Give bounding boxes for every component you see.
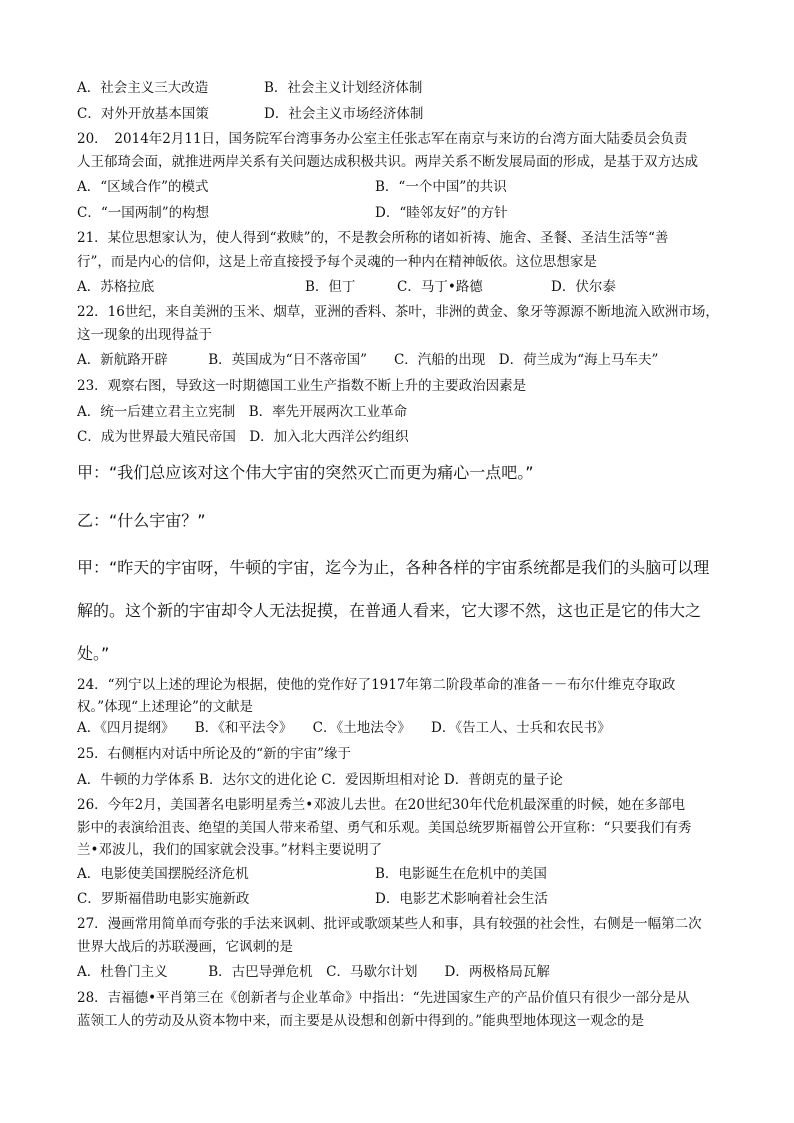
dialogue-line-2: 乙：“什么宇宙？” bbox=[77, 511, 206, 530]
q19-option-c: C．对外开放基本国策 bbox=[77, 106, 209, 122]
q23-options-ab: A．统一后建立君主立宪制 B．率先开展两次工业革命 bbox=[77, 404, 408, 420]
q19-option-row-2 bbox=[77, 106, 424, 122]
q24-options: A．《四月提纲》 B．《和平法令》 C．《土地法令》 D．《告工人、士兵和农民书》 bbox=[77, 720, 611, 736]
dialogue-line-3: 甲：“昨天的宇宙呀，牛顿的宇宙，迄今为止，各种各样的宇宙系统都是我们的头脑可以理 bbox=[77, 558, 710, 577]
q28-stem-line-1: 28．吉福德•平肖第三在《创新者与企业革命》中指出：“先进国家生产的产品价值只有很少一部分是从 bbox=[77, 990, 690, 1006]
q21-option-row bbox=[77, 279, 616, 295]
q26-stem-line-2: 影中的表演给沮丧、绝望的美国人带来希望、勇气和乐观。美国总统罗斯福曾公开宣称：“只要我们有秀 bbox=[77, 820, 692, 836]
dialogue-line-5: 处。” bbox=[77, 644, 110, 663]
q24-stem-line-1: 24．“列宁以上述的理论为根据，使他的党作好了1917年第二阶段革命的准备－－布尔什维克夺取政 bbox=[77, 677, 676, 693]
q26-option-b: B．电影诞生在危机中的美国 bbox=[375, 866, 547, 882]
q23-options-cd: C．成为世界最大殖民帝国 D．加入北大西洋公约组织 bbox=[77, 429, 409, 445]
q21-option-c: C．马丁•路德 bbox=[397, 279, 483, 295]
q19-option-row-1 bbox=[77, 80, 423, 96]
q27-stem-line-2: 世界大战后的苏联漫画，它讽刺的是 bbox=[77, 939, 293, 955]
q23-stem: 23．观察右图，导致这一时期德国工业生产指数不断上升的主要政治因素是 bbox=[77, 378, 527, 394]
q26-option-d: D．电影艺术影响着社会生活 bbox=[375, 891, 548, 907]
dialogue-line-4: 解的。这个新的宇宙却令人无法捉摸，在普通人看来，它大谬不然，这也正是它的伟大之 bbox=[77, 601, 702, 620]
q20-option-b: B．“一个中国”的共识 bbox=[375, 179, 507, 195]
q20-option-row-1 bbox=[77, 179, 507, 195]
q21-option-d: D．伏尔泰 bbox=[551, 279, 616, 295]
dialogue-line-1: 甲：“我们总应该对这个伟大宇宙的突然灭亡而更为痛心一点吧。” bbox=[77, 463, 534, 482]
q19-option-b: B．社会主义计划经济体制 bbox=[264, 80, 423, 96]
q20-option-d: D．“睦邻友好”的方针 bbox=[375, 205, 508, 221]
q20-option-a: A．“区域合作”的模式 bbox=[77, 179, 209, 195]
q27-options: A．杜鲁门主义 B．古巴导弹危机 C．马歇尔计划 D．两极格局瓦解 bbox=[77, 964, 550, 980]
q22-stem-line-2: 这一现象的出现得益于 bbox=[77, 327, 212, 343]
q19-option-a: A．社会主义三大改造 bbox=[77, 80, 209, 96]
q27-stem-line-1: 27．漫画常用简单而夸张的手法来讽刺、批评或歌颂某些人和事，具有较强的社会性，右侧是一幅第二次 bbox=[77, 916, 702, 932]
q20-stem-line-2: 人王郁琦会面，就推进两岸关系有关问题达成积极共识。两岸关系不断发展局面的形成，是基于双方达成 bbox=[77, 154, 698, 170]
q21-stem-line-2: 行”，而是内心的信仰，这是上帝直接授予每个灵魂的一种内在精神皈依。这位思想家是 bbox=[77, 254, 597, 270]
q26-stem-line-3: 兰•邓波儿，我们的国家就会没事。”材料主要说明了 bbox=[77, 842, 383, 858]
q25-stem: 25．右侧框内对话中所论及的“新的宇宙”缘于 bbox=[77, 746, 351, 762]
q24-stem-line-2: 权。”体现“上述理论”的文献是 bbox=[77, 699, 253, 715]
q21-option-b: B．但丁 bbox=[305, 279, 356, 295]
q22-stem-line-1: 22．16世纪，来自美洲的玉米、烟草，亚洲的香料、茶叶，非洲的黄金、象牙等源源不断地流入欧洲市场， bbox=[77, 304, 719, 320]
q26-option-c: C．罗斯福借助电影实施新政 bbox=[77, 891, 250, 907]
q20-option-c: C．“一国两制”的构想 bbox=[77, 205, 210, 221]
q26-stem-line-1: 26．今年2月，美国著名电影明星秀兰•邓波儿去世。在20世纪30年代危机最深重的时候，她在多部电 bbox=[77, 797, 686, 813]
q25-options: A．牛顿的力学体系 B．达尔文的进化论 C．爱因斯坦相对论 D．普朗克的量子论 bbox=[77, 772, 563, 788]
q21-stem-line-1: 21．某位思想家认为，使人得到“救赎”的，不是教会所称的诸如祈祷、施舍、圣餐、圣洁生活等“善 bbox=[77, 230, 669, 246]
q21-option-a: A．苏格拉底 bbox=[77, 279, 155, 295]
q20-stem-line-1: 20． 2014年2月11日，国务院军台湾事务办公室主任张志军在南京与来访的台湾方面大陆委员会负责 bbox=[77, 131, 688, 147]
q22-options: A．新航路开辟 B．英国成为“日不落帝国” C．汽船的出现 D．荷兰成为“海上马车夫” bbox=[77, 352, 659, 368]
q26-option-row-2 bbox=[77, 891, 548, 907]
q28-stem-line-2: 蓝领工人的劳动及从资本物中来，而主要是从设想和创新中得到的。”能典型地体现这一观念的是 bbox=[77, 1013, 645, 1029]
q26-option-row-1 bbox=[77, 866, 547, 882]
q19-option-d: D．社会主义市场经济体制 bbox=[264, 106, 424, 122]
q20-option-row-2 bbox=[77, 205, 508, 221]
q26-option-a: A．电影使美国摆脱经济危机 bbox=[77, 866, 249, 882]
